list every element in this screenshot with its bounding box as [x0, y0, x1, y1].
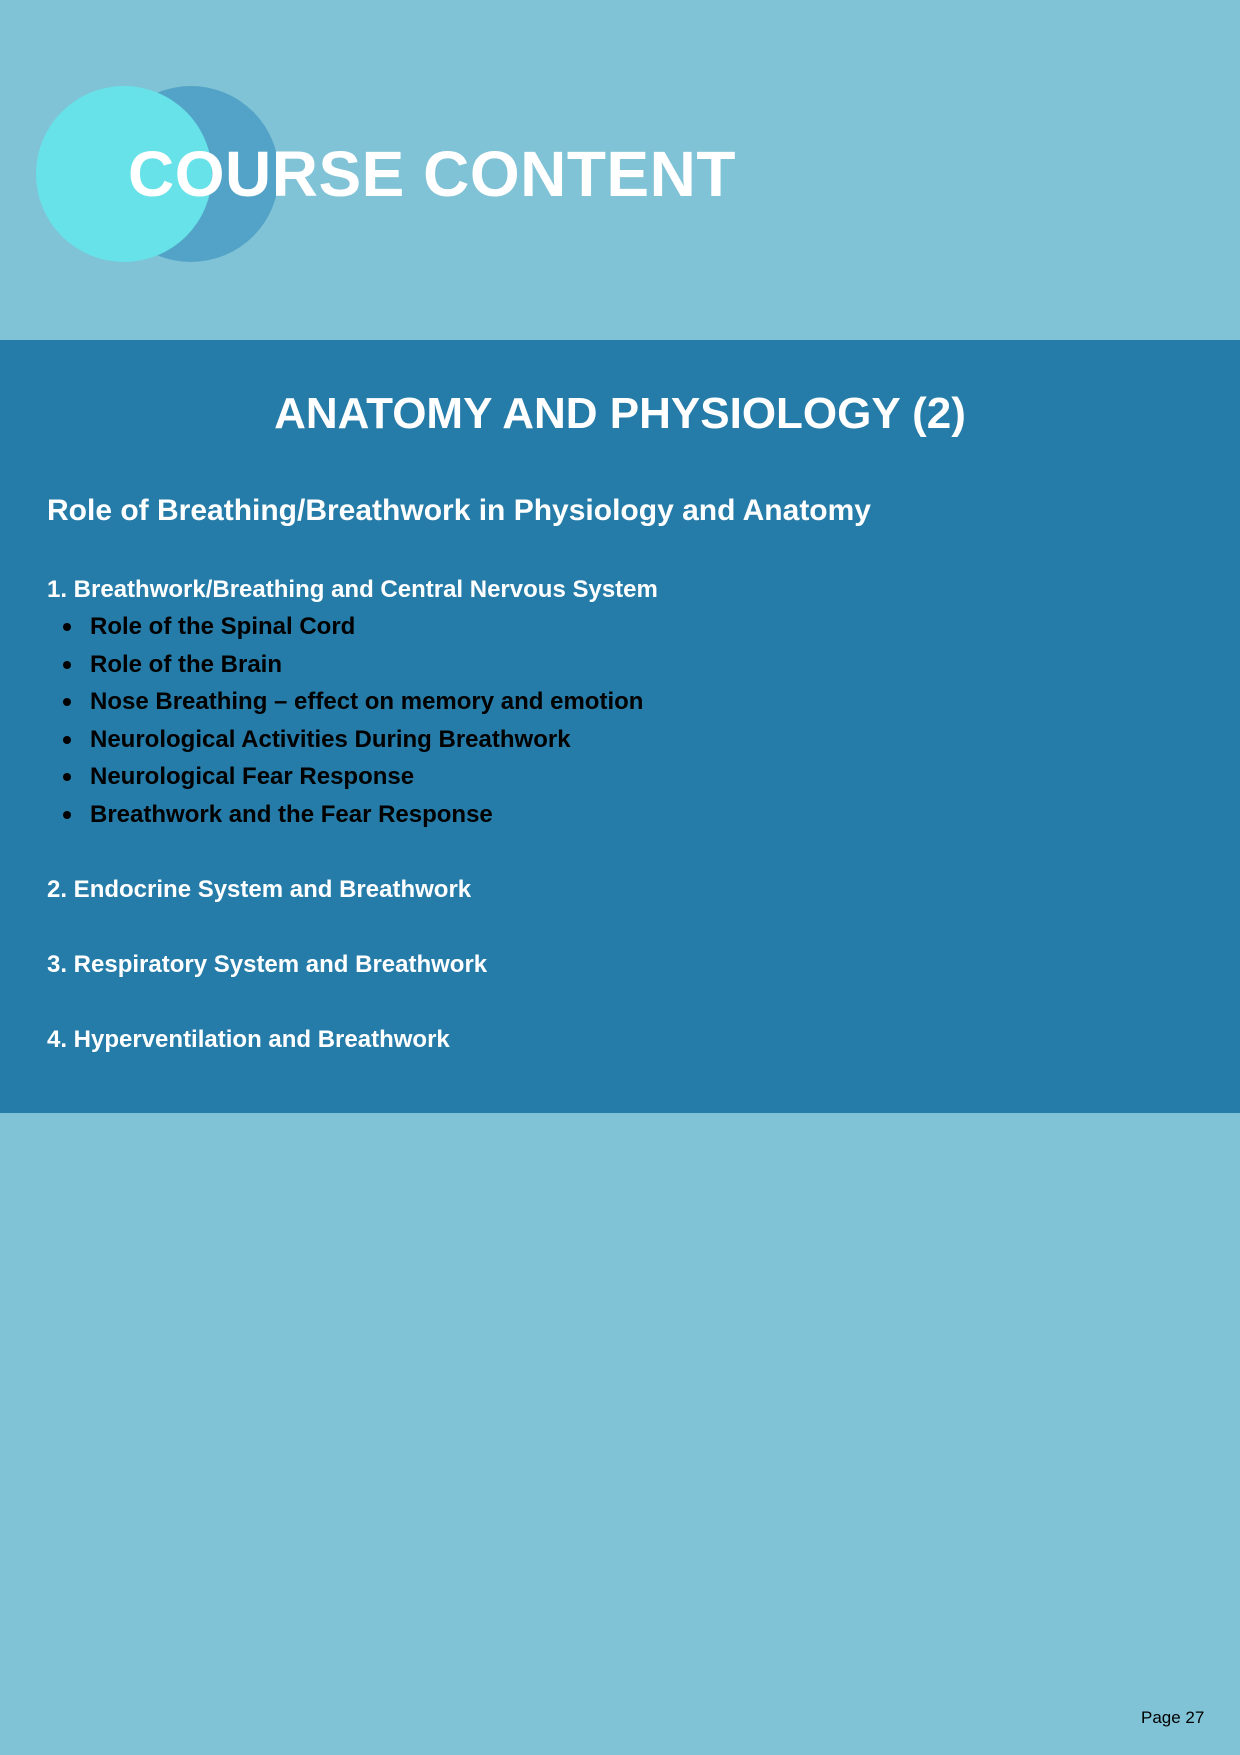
list-item — [60, 725, 643, 763]
list-item-label: Role of the Spinal Cord — [90, 613, 356, 640]
page-title: COURSE CONTENT — [128, 138, 736, 210]
content-panel — [0, 340, 1240, 1113]
topic-heading-1: 1. Breathwork/Breathing and Central Nervous System — [47, 576, 658, 603]
list-item — [60, 800, 643, 838]
section-title: ANATOMY AND PHYSIOLOGY (2) — [274, 389, 966, 438]
topic-heading-3: 3. Respiratory System and Breathwork — [47, 951, 488, 978]
list-item-label: Role of the Brain — [90, 650, 283, 678]
list-item — [60, 650, 643, 688]
section-subtitle: Role of Breathing/Breathwork in Physiology and Anatomy — [47, 494, 871, 527]
topic-heading-2: 2. Endocrine System and Breathwork — [47, 876, 472, 903]
list-item-label: Breathwork and the Fear Response — [90, 800, 493, 828]
page-number: Page 27 — [1141, 1708, 1205, 1727]
header — [0, 0, 1240, 340]
topic-1-bullet-list — [60, 612, 643, 838]
list-item-label: Neurological Activities During Breathwork — [90, 725, 571, 753]
list-item — [60, 762, 643, 800]
list-item-label: Neurological Fear Response — [90, 763, 415, 791]
list-item — [60, 612, 643, 650]
list-item — [60, 687, 643, 725]
list-item-label: Nose Breathing – effect on memory and emotion — [90, 688, 644, 716]
bullet-icon — [63, 661, 71, 669]
bullet-icon — [63, 623, 71, 631]
bullet-icon — [63, 698, 71, 706]
bullet-icon — [63, 736, 71, 744]
bullet-icon — [63, 773, 71, 781]
bullet-icon — [63, 811, 71, 819]
topic-heading-4: 4. Hyperventilation and Breathwork — [47, 1026, 450, 1053]
